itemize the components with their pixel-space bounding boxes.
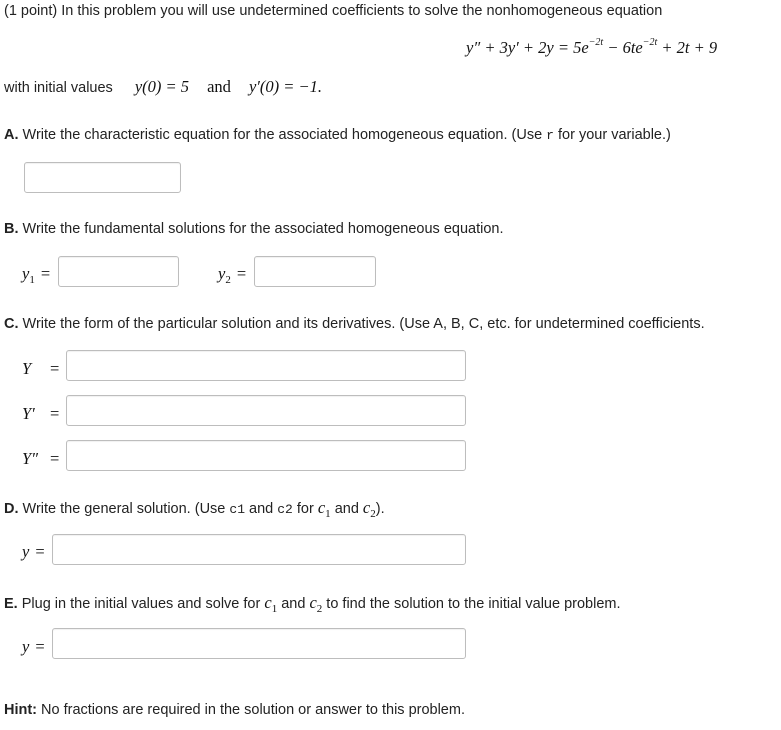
part-b-text: Write the fundamental solutions for the associated homogeneous equation. — [18, 221, 504, 237]
part-e-label: E. — [4, 596, 18, 612]
e-c1-math: $c_1$ — [264, 593, 278, 615]
Y-prime-equals: = — [50, 404, 60, 423]
part-a-text-after: for your variable.) — [553, 127, 671, 143]
ivp-y-label: y = — [22, 637, 45, 656]
characteristic-equation-input[interactable] — [24, 162, 181, 193]
c1-math: $c_1$ — [317, 498, 331, 520]
Y-input[interactable] — [66, 350, 466, 381]
Y-prime-input[interactable] — [66, 395, 466, 426]
part-e-prompt: E. Plug in the initial values and solve for $c_1$ and $c_2$ to find the solution to the initial value problem. — [4, 593, 621, 615]
part-a-label: A. — [4, 127, 19, 143]
Y-double-prime-label: Y″ — [22, 449, 39, 468]
initial-condition-1: y(0) = 5 — [134, 77, 190, 96]
y2-label: $y_2$ = — [218, 264, 247, 286]
part-d-prompt: D. Write the general solution. (Use c1 and c2 for $c_1$ and $c_2$). — [4, 498, 385, 520]
initial-prefix: with initial values — [4, 80, 113, 96]
equation-exponent-2: −2t — [642, 37, 658, 48]
part-b-label: B. — [4, 221, 19, 237]
c2-math: $c_2$ — [362, 498, 376, 520]
part-a-text-before: Write the characteristic equation for the associated homogeneous equation. (Use — [18, 127, 547, 143]
part-a-variable: r — [546, 128, 554, 143]
part-b-prompt — [4, 221, 504, 237]
part-c-prompt — [4, 316, 705, 332]
hint-label: Hint: — [4, 702, 38, 718]
Y-equals: = — [50, 359, 60, 378]
y1-input[interactable] — [58, 256, 179, 287]
initial-and: and — [207, 77, 231, 96]
differential-equation — [466, 38, 717, 58]
equation-exponent-1: −2t — [588, 37, 604, 48]
ivp-solution-input[interactable] — [52, 628, 466, 659]
Y-prime-label: Y′ — [22, 404, 35, 423]
Y-label: Y — [22, 359, 32, 378]
part-a-prompt — [4, 127, 671, 143]
Y-double-prime-input[interactable] — [66, 440, 466, 471]
Y-double-prime-equals: = — [50, 449, 60, 468]
general-y-label: y = — [22, 542, 45, 561]
e-c2-math: $c_2$ — [309, 593, 323, 615]
y2-input[interactable] — [254, 256, 376, 287]
y1-label: $y_1$ = — [22, 264, 51, 286]
part-d-label: D. — [4, 501, 19, 517]
part-c-text: Write the form of the particular solution and its derivatives. (Use A, B, C, etc. for undetermined coefficients. — [18, 316, 705, 332]
part-c-label: C. — [4, 316, 19, 332]
problem-intro: (1 point) In this problem you will use undetermined coefficients to solve the nonhomogeneous equation — [4, 3, 663, 19]
hint-text: No fractions are required in the solution or answer to this problem. — [37, 702, 465, 718]
c2-code: c2 — [277, 502, 293, 517]
initial-values-line — [4, 77, 322, 97]
general-solution-input[interactable] — [52, 534, 466, 565]
equation-lhs: y″ + 3y′ + 2y = 5e — [466, 38, 589, 57]
hint — [4, 702, 465, 718]
c1-code: c1 — [229, 502, 245, 517]
equation-tail: + 2t + 9 — [657, 38, 718, 57]
equation-mid: − 6te — [603, 38, 643, 57]
initial-condition-2: y′(0) = −1. — [248, 77, 323, 96]
